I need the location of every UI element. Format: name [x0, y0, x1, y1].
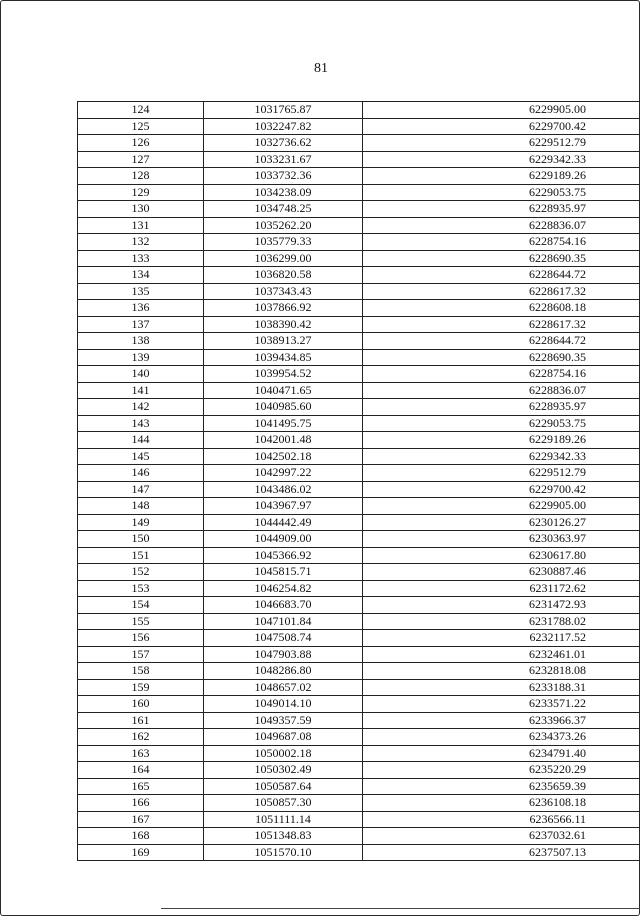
y-coordinate-cell: 6229905.00 [363, 102, 640, 119]
point-number-cell: 124 [78, 102, 204, 119]
x-coordinate-cell: 1040985.60 [204, 399, 363, 416]
table-row [78, 597, 640, 614]
x-coordinate-cell: 1036299.00 [204, 250, 363, 267]
table-row [78, 564, 640, 581]
table-row [78, 630, 640, 647]
table-row [78, 168, 640, 185]
y-coordinate-cell: 6229053.75 [363, 415, 640, 432]
point-number-cell: 152 [78, 564, 204, 581]
y-coordinate-cell: 6232818.08 [363, 663, 640, 680]
point-number-cell: 143 [78, 415, 204, 432]
table-row [78, 333, 640, 350]
point-number-cell: 137 [78, 316, 204, 333]
table-row [78, 201, 640, 218]
table-row [78, 646, 640, 663]
y-coordinate-cell: 6228935.97 [363, 399, 640, 416]
table-row [78, 696, 640, 713]
table-body [78, 102, 640, 861]
x-coordinate-cell: 1045366.92 [204, 547, 363, 564]
table-row [78, 778, 640, 795]
y-coordinate-cell: 6236108.18 [363, 795, 640, 812]
point-number-cell: 132 [78, 234, 204, 251]
x-coordinate-cell: 1050587.64 [204, 778, 363, 795]
point-number-cell: 159 [78, 679, 204, 696]
y-coordinate-cell: 6228754.16 [363, 234, 640, 251]
point-number-cell: 126 [78, 135, 204, 152]
x-coordinate-cell: 1031765.87 [204, 102, 363, 119]
y-coordinate-cell: 6228690.35 [363, 250, 640, 267]
point-number-cell: 155 [78, 613, 204, 630]
x-coordinate-cell: 1047101.84 [204, 613, 363, 630]
x-coordinate-cell: 1047903.88 [204, 646, 363, 663]
y-coordinate-cell: 6228754.16 [363, 366, 640, 383]
y-coordinate-cell: 6229700.42 [363, 481, 640, 498]
y-coordinate-cell: 6233571.22 [363, 696, 640, 713]
y-coordinate-cell: 6230887.46 [363, 564, 640, 581]
x-coordinate-cell: 1041495.75 [204, 415, 363, 432]
point-number-cell: 149 [78, 514, 204, 531]
x-coordinate-cell: 1049357.59 [204, 712, 363, 729]
y-coordinate-cell: 6229905.00 [363, 498, 640, 515]
x-coordinate-cell: 1033231.67 [204, 151, 363, 168]
x-coordinate-cell: 1032247.82 [204, 118, 363, 135]
x-coordinate-cell: 1049687.08 [204, 729, 363, 746]
y-coordinate-cell: 6233966.37 [363, 712, 640, 729]
x-coordinate-cell: 1035779.33 [204, 234, 363, 251]
y-coordinate-cell: 6228617.32 [363, 316, 640, 333]
point-number-cell: 157 [78, 646, 204, 663]
x-coordinate-cell: 1042997.22 [204, 465, 363, 482]
x-coordinate-cell: 1044909.00 [204, 531, 363, 548]
point-number-cell: 139 [78, 349, 204, 366]
x-coordinate-cell: 1044442.49 [204, 514, 363, 531]
page-bottom-rule [161, 908, 640, 909]
y-coordinate-cell: 6231172.62 [363, 580, 640, 597]
x-coordinate-cell: 1051348.83 [204, 828, 363, 845]
table-row [78, 663, 640, 680]
y-coordinate-cell: 6229512.79 [363, 135, 640, 152]
table-row [78, 811, 640, 828]
x-coordinate-cell: 1051111.14 [204, 811, 363, 828]
table-row [78, 514, 640, 531]
y-coordinate-cell: 6235659.39 [363, 778, 640, 795]
point-number-cell: 168 [78, 828, 204, 845]
table-row [78, 547, 640, 564]
x-coordinate-cell: 1048286.80 [204, 663, 363, 680]
point-number-cell: 160 [78, 696, 204, 713]
table-row [78, 135, 640, 152]
point-number-cell: 135 [78, 283, 204, 300]
y-coordinate-cell: 6230363.97 [363, 531, 640, 548]
table-row [78, 300, 640, 317]
table-row [78, 283, 640, 300]
point-number-cell: 140 [78, 366, 204, 383]
y-coordinate-cell: 6229053.75 [363, 184, 640, 201]
table-row [78, 217, 640, 234]
point-number-cell: 162 [78, 729, 204, 746]
x-coordinate-cell: 1039434.85 [204, 349, 363, 366]
table-row [78, 844, 640, 861]
table-row [78, 118, 640, 135]
table-row [78, 448, 640, 465]
y-coordinate-cell: 6228836.07 [363, 382, 640, 399]
point-number-cell: 147 [78, 481, 204, 498]
point-number-cell: 125 [78, 118, 204, 135]
table-row [78, 316, 640, 333]
table-row [78, 250, 640, 267]
y-coordinate-cell: 6231472.93 [363, 597, 640, 614]
page-number: 81 [314, 61, 328, 76]
y-coordinate-cell: 6229700.42 [363, 118, 640, 135]
point-number-cell: 131 [78, 217, 204, 234]
point-number-cell: 148 [78, 498, 204, 515]
x-coordinate-cell: 1045815.71 [204, 564, 363, 581]
y-coordinate-cell: 6232461.01 [363, 646, 640, 663]
table-row [78, 745, 640, 762]
point-number-cell: 150 [78, 531, 204, 548]
y-coordinate-cell: 6234791.40 [363, 745, 640, 762]
table-row [78, 498, 640, 515]
table-row [78, 762, 640, 779]
table-row [78, 613, 640, 630]
point-number-cell: 161 [78, 712, 204, 729]
point-number-cell: 164 [78, 762, 204, 779]
y-coordinate-cell: 6236566.11 [363, 811, 640, 828]
point-number-cell: 127 [78, 151, 204, 168]
y-coordinate-cell: 6232117.52 [363, 630, 640, 647]
x-coordinate-cell: 1049014.10 [204, 696, 363, 713]
point-number-cell: 165 [78, 778, 204, 795]
y-coordinate-cell: 6228935.97 [363, 201, 640, 218]
y-coordinate-cell: 6228644.72 [363, 333, 640, 350]
point-number-cell: 144 [78, 432, 204, 449]
point-number-cell: 136 [78, 300, 204, 317]
x-coordinate-cell: 1034748.25 [204, 201, 363, 218]
y-coordinate-cell: 6228617.32 [363, 283, 640, 300]
x-coordinate-cell: 1037866.92 [204, 300, 363, 317]
x-coordinate-cell: 1043486.02 [204, 481, 363, 498]
y-coordinate-cell: 6228608.18 [363, 300, 640, 317]
point-number-cell: 142 [78, 399, 204, 416]
table-row [78, 399, 640, 416]
table-row [78, 184, 640, 201]
table-row [78, 679, 640, 696]
y-coordinate-cell: 6235220.29 [363, 762, 640, 779]
y-coordinate-cell: 6229512.79 [363, 465, 640, 482]
point-number-cell: 146 [78, 465, 204, 482]
x-coordinate-cell: 1040471.65 [204, 382, 363, 399]
y-coordinate-cell: 6231788.02 [363, 613, 640, 630]
x-coordinate-cell: 1047508.74 [204, 630, 363, 647]
x-coordinate-cell: 1050857.30 [204, 795, 363, 812]
table-row [78, 366, 640, 383]
x-coordinate-cell: 1036820.58 [204, 267, 363, 284]
table-row [78, 465, 640, 482]
table-row [78, 531, 640, 548]
x-coordinate-cell: 1046683.70 [204, 597, 363, 614]
point-number-cell: 145 [78, 448, 204, 465]
x-coordinate-cell: 1046254.82 [204, 580, 363, 597]
x-coordinate-cell: 1035262.20 [204, 217, 363, 234]
x-coordinate-cell: 1032736.62 [204, 135, 363, 152]
y-coordinate-cell: 6229342.33 [363, 448, 640, 465]
point-number-cell: 167 [78, 811, 204, 828]
point-number-cell: 156 [78, 630, 204, 647]
table-row [78, 415, 640, 432]
x-coordinate-cell: 1042502.18 [204, 448, 363, 465]
point-number-cell: 166 [78, 795, 204, 812]
y-coordinate-cell: 6228644.72 [363, 267, 640, 284]
table-row [78, 712, 640, 729]
y-coordinate-cell: 6234373.26 [363, 729, 640, 746]
table-row [78, 828, 640, 845]
table-row [78, 729, 640, 746]
y-coordinate-cell: 6229189.26 [363, 432, 640, 449]
table-row [78, 102, 640, 119]
y-coordinate-cell: 6237507.13 [363, 844, 640, 861]
x-coordinate-cell: 1038390.42 [204, 316, 363, 333]
table-row [78, 432, 640, 449]
table-row [78, 234, 640, 251]
y-coordinate-cell: 6228690.35 [363, 349, 640, 366]
x-coordinate-cell: 1051570.10 [204, 844, 363, 861]
y-coordinate-cell: 6233188.31 [363, 679, 640, 696]
table-row [78, 151, 640, 168]
x-coordinate-cell: 1050302.49 [204, 762, 363, 779]
table-row [78, 580, 640, 597]
x-coordinate-cell: 1039954.52 [204, 366, 363, 383]
x-coordinate-cell: 1043967.97 [204, 498, 363, 515]
x-coordinate-cell: 1050002.18 [204, 745, 363, 762]
y-coordinate-cell: 6230617.80 [363, 547, 640, 564]
point-number-cell: 169 [78, 844, 204, 861]
x-coordinate-cell: 1037343.43 [204, 283, 363, 300]
point-number-cell: 130 [78, 201, 204, 218]
x-coordinate-cell: 1034238.09 [204, 184, 363, 201]
point-number-cell: 129 [78, 184, 204, 201]
point-number-cell: 133 [78, 250, 204, 267]
point-number-cell: 134 [78, 267, 204, 284]
y-coordinate-cell: 6237032.61 [363, 828, 640, 845]
table-row [78, 481, 640, 498]
x-coordinate-cell: 1038913.27 [204, 333, 363, 350]
point-number-cell: 151 [78, 547, 204, 564]
point-number-cell: 128 [78, 168, 204, 185]
y-coordinate-cell: 6229189.26 [363, 168, 640, 185]
table-row [78, 795, 640, 812]
point-number-cell: 163 [78, 745, 204, 762]
table-row [78, 349, 640, 366]
coordinates-table [77, 101, 640, 861]
y-coordinate-cell: 6228836.07 [363, 217, 640, 234]
x-coordinate-cell: 1042001.48 [204, 432, 363, 449]
point-number-cell: 153 [78, 580, 204, 597]
table-row [78, 382, 640, 399]
y-coordinate-cell: 6230126.27 [363, 514, 640, 531]
point-number-cell: 158 [78, 663, 204, 680]
point-number-cell: 141 [78, 382, 204, 399]
point-number-cell: 138 [78, 333, 204, 350]
x-coordinate-cell: 1048657.02 [204, 679, 363, 696]
y-coordinate-cell: 6229342.33 [363, 151, 640, 168]
point-number-cell: 154 [78, 597, 204, 614]
table-row [78, 267, 640, 284]
x-coordinate-cell: 1033732.36 [204, 168, 363, 185]
